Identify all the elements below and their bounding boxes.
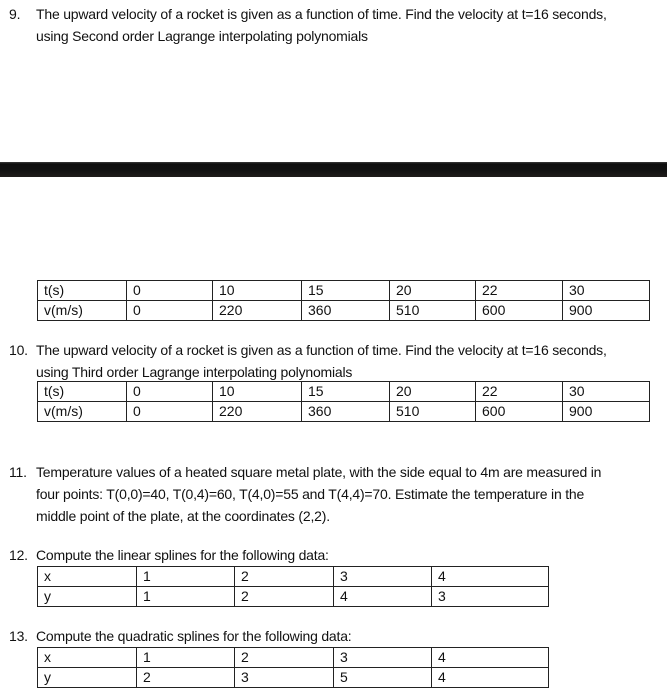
question-13 (0, 625, 667, 647)
question-12 (0, 544, 667, 566)
table-row (38, 402, 650, 422)
table-cell: 20 (390, 382, 476, 402)
velocity-table-q9 (37, 280, 650, 321)
question-number: 9. (9, 6, 21, 22)
question-text (36, 339, 607, 383)
question-number: 13. (9, 628, 28, 644)
table-cell: 4 (432, 648, 549, 668)
question-line: using Second order Lagrange interpolating polynomials (36, 28, 368, 44)
table-cell: 30 (563, 382, 650, 402)
table-cell: 4 (432, 668, 549, 688)
table-row (38, 382, 650, 402)
question-text (36, 461, 601, 527)
spline-table-q13 (37, 647, 549, 688)
question-line: Compute the linear splines for the following data: (36, 547, 329, 563)
table-cell: 3 (235, 668, 334, 688)
table-cell: 2 (235, 587, 334, 607)
question-line: The upward velocity of a rocket is given as a function of time. Find the velocity at t=16 seconds, (36, 342, 607, 358)
spline-table-q12 (37, 566, 549, 607)
question-line: middle point of the plate, at the coordinates (2,2). (36, 508, 330, 524)
table-cell: 3 (432, 587, 549, 607)
table-cell: 2 (235, 648, 334, 668)
table-cell: 4 (334, 587, 432, 607)
table-cell: 600 (476, 301, 563, 321)
table-cell: 2 (137, 668, 235, 688)
question-line: The upward velocity of a rocket is given as a function of time. Find the velocity at t=16 seconds, (36, 6, 607, 22)
table-cell: 20 (390, 281, 476, 301)
question-text (36, 544, 329, 566)
table-cell: 600 (476, 402, 563, 422)
table-cell: 1 (137, 648, 235, 668)
table-row (38, 587, 549, 607)
question-line: four points: T(0,0)=40, T(0,4)=60, T(4,0)=55 and T(4,4)=70. Estimate the temperature in the (36, 486, 585, 502)
table-row (38, 567, 549, 587)
table-row (38, 668, 549, 688)
table-cell: 0 (127, 382, 213, 402)
table-header-cell: x (38, 567, 137, 587)
table-cell: 10 (213, 382, 302, 402)
question-9 (0, 0, 667, 50)
table-cell: 3 (334, 648, 432, 668)
velocity-table-q10 (37, 381, 650, 422)
table-row (38, 648, 549, 668)
question-line: Compute the quadratic splines for the following data: (36, 628, 352, 644)
table-cell: 900 (563, 402, 650, 422)
table-cell: 0 (127, 301, 213, 321)
table-header-cell: t(s) (38, 281, 127, 301)
table-cell: 15 (302, 281, 390, 301)
question-number: 10. (9, 342, 28, 358)
table-header-cell: v(m/s) (38, 402, 127, 422)
table-header-cell: x (38, 648, 137, 668)
table-cell: 0 (127, 402, 213, 422)
table-cell: 4 (432, 567, 549, 587)
table-cell: 2 (235, 567, 334, 587)
table-cell: 0 (127, 281, 213, 301)
question-line: using Third order Lagrange interpolating polynomials (36, 364, 353, 380)
table-cell: 15 (302, 382, 390, 402)
question-text (36, 625, 351, 647)
table-header-cell: y (38, 587, 137, 607)
table-cell: 3 (334, 567, 432, 587)
table-cell: 10 (213, 281, 302, 301)
table-cell: 900 (563, 301, 650, 321)
question-text (36, 3, 607, 47)
table-header-cell: t(s) (38, 382, 127, 402)
table-cell: 22 (476, 281, 563, 301)
table-cell: 1 (137, 567, 235, 587)
table-cell: 360 (302, 301, 390, 321)
table-cell: 510 (390, 301, 476, 321)
table-cell: 30 (563, 281, 650, 301)
question-11 (0, 461, 667, 531)
question-number: 12. (9, 547, 28, 563)
question-10 (0, 339, 667, 383)
redaction-band (0, 162, 667, 177)
question-line: Temperature values of a heated square metal plate, with the side equal to 4m are measured in (36, 464, 602, 480)
table-cell: 22 (476, 382, 563, 402)
question-number: 11. (9, 464, 27, 480)
table-cell: 220 (213, 301, 302, 321)
table-cell: 1 (137, 587, 235, 607)
table-cell: 510 (390, 402, 476, 422)
table-row (38, 301, 650, 321)
table-cell: 220 (213, 402, 302, 422)
table-cell: 360 (302, 402, 390, 422)
table-cell: 5 (334, 668, 432, 688)
table-row (38, 281, 650, 301)
table-header-cell: y (38, 668, 137, 688)
table-header-cell: v(m/s) (38, 301, 127, 321)
